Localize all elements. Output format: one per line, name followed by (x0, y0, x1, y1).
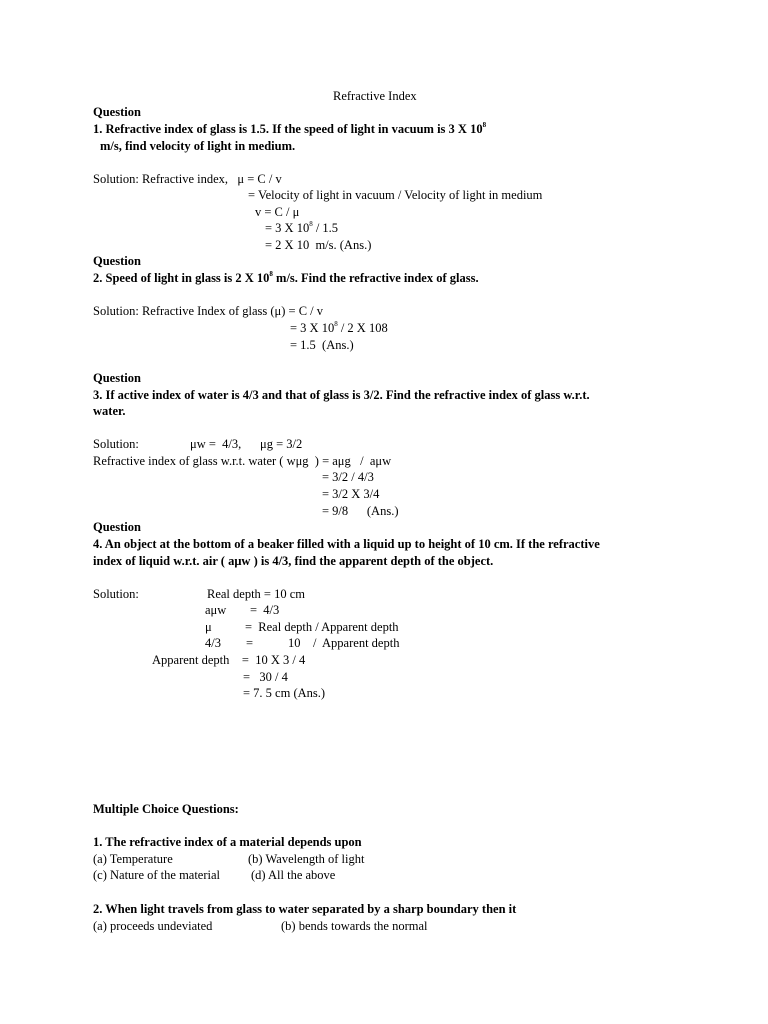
solution-1-line: = 2 X 10 m/s. (Ans.) (265, 238, 372, 252)
solution-3-line: = 3/2 / 4/3 (322, 470, 374, 484)
mcq-option: (a) Temperature (93, 852, 173, 866)
solution-1-line: v = C / μ (255, 205, 300, 219)
mcq-question-2: 2. When light travels from glass to water separated by a sharp boundary then it (93, 902, 517, 916)
solution-4-line: = 4/3 (250, 603, 280, 617)
solution-4-line: = 7. 5 cm (Ans.) (243, 686, 326, 700)
question-3-text: 3. If active index of water is 4/3 and that of glass is 3/2. Find the refractive index of glass w.r.t. (93, 388, 590, 402)
mcq-option: (c) Nature of the material (93, 868, 221, 882)
mcq-option: (b) Wavelength of light (248, 852, 365, 866)
solution-4-equals: = (246, 636, 254, 650)
question-1-text-cont: m/s, find velocity of light in medium. (100, 139, 296, 153)
solution-1-line: = Velocity of light in vacuum / Velocity of light in medium (248, 188, 543, 202)
mcq-option: (b) bends towards the normal (281, 919, 428, 933)
solution-2-line: Solution: Refractive Index of glass (μ) = C / v (93, 304, 324, 318)
mcq-question-1: 1. The refractive index of a material depends upon (93, 835, 362, 849)
question-4-text: 4. An object at the bottom of a beaker filled with a liquid up to height of 10 cm. If the refractive (93, 537, 600, 551)
question-4-text-cont: index of liquid w.r.t. air ( aμw ) is 4/3, find the apparent depth of the object. (93, 554, 494, 568)
page-title: Refractive Index (333, 89, 417, 103)
question-heading-2: Question (93, 254, 141, 268)
question-heading-3: Question (93, 371, 141, 385)
solution-4-line: Apparent depth = 10 X 3 / 4 (152, 653, 306, 667)
solution-4-label: Solution: (93, 587, 139, 601)
solution-1-line: = 3 X $10^8 / 1.5$ (265, 219, 339, 235)
solution-3-label: Solution: (93, 437, 139, 451)
solution-4-line: 10 / Apparent depth (288, 636, 400, 650)
solution-3-line: = 9/8 (Ans.) (322, 504, 399, 518)
solution-3-line: Refractive index of glass w.r.t. water ( wμg ) = aμg / aμw (93, 454, 392, 468)
solution-4-symbol: aμw (205, 603, 227, 617)
solution-4-line: = Real depth / Apparent depth (245, 620, 399, 634)
question-2-text: 2. Speed of light in glass is 2 X $10^8$ m/s. Find the refractive index of glass. (93, 269, 479, 285)
solution-2-line: = 1.5 (Ans.) (290, 338, 354, 352)
solution-4-symbol: 4/3 (205, 636, 221, 650)
question-3-text-cont: water. (93, 404, 126, 418)
solution-2-line: = 3 X $10^8 / 2$ X 108 (290, 319, 388, 335)
mcq-heading: Multiple Choice Questions: (93, 802, 239, 816)
question-heading-4: Question (93, 520, 141, 534)
solution-4-line: Real depth = 10 cm (207, 587, 305, 601)
solution-3-value: μw = 4/3, (190, 437, 242, 451)
solution-3-line: = 3/2 X 3/4 (322, 487, 380, 501)
mcq-option: (a) proceeds undeviated (93, 919, 213, 933)
mcq-option: (d) All the above (251, 868, 336, 882)
question-1-text: 1. Refractive index of glass is 1.5. If the speed of light in vacuum is 3 X $10^8$ (93, 120, 487, 136)
solution-1-line: Solution: Refractive index, μ = C / v (93, 172, 282, 186)
solution-4-symbol: μ (205, 620, 212, 634)
question-heading-1: Question (93, 105, 141, 119)
solution-3-value: μg = 3/2 (260, 437, 303, 451)
solution-4-line: = 30 / 4 (243, 670, 288, 684)
